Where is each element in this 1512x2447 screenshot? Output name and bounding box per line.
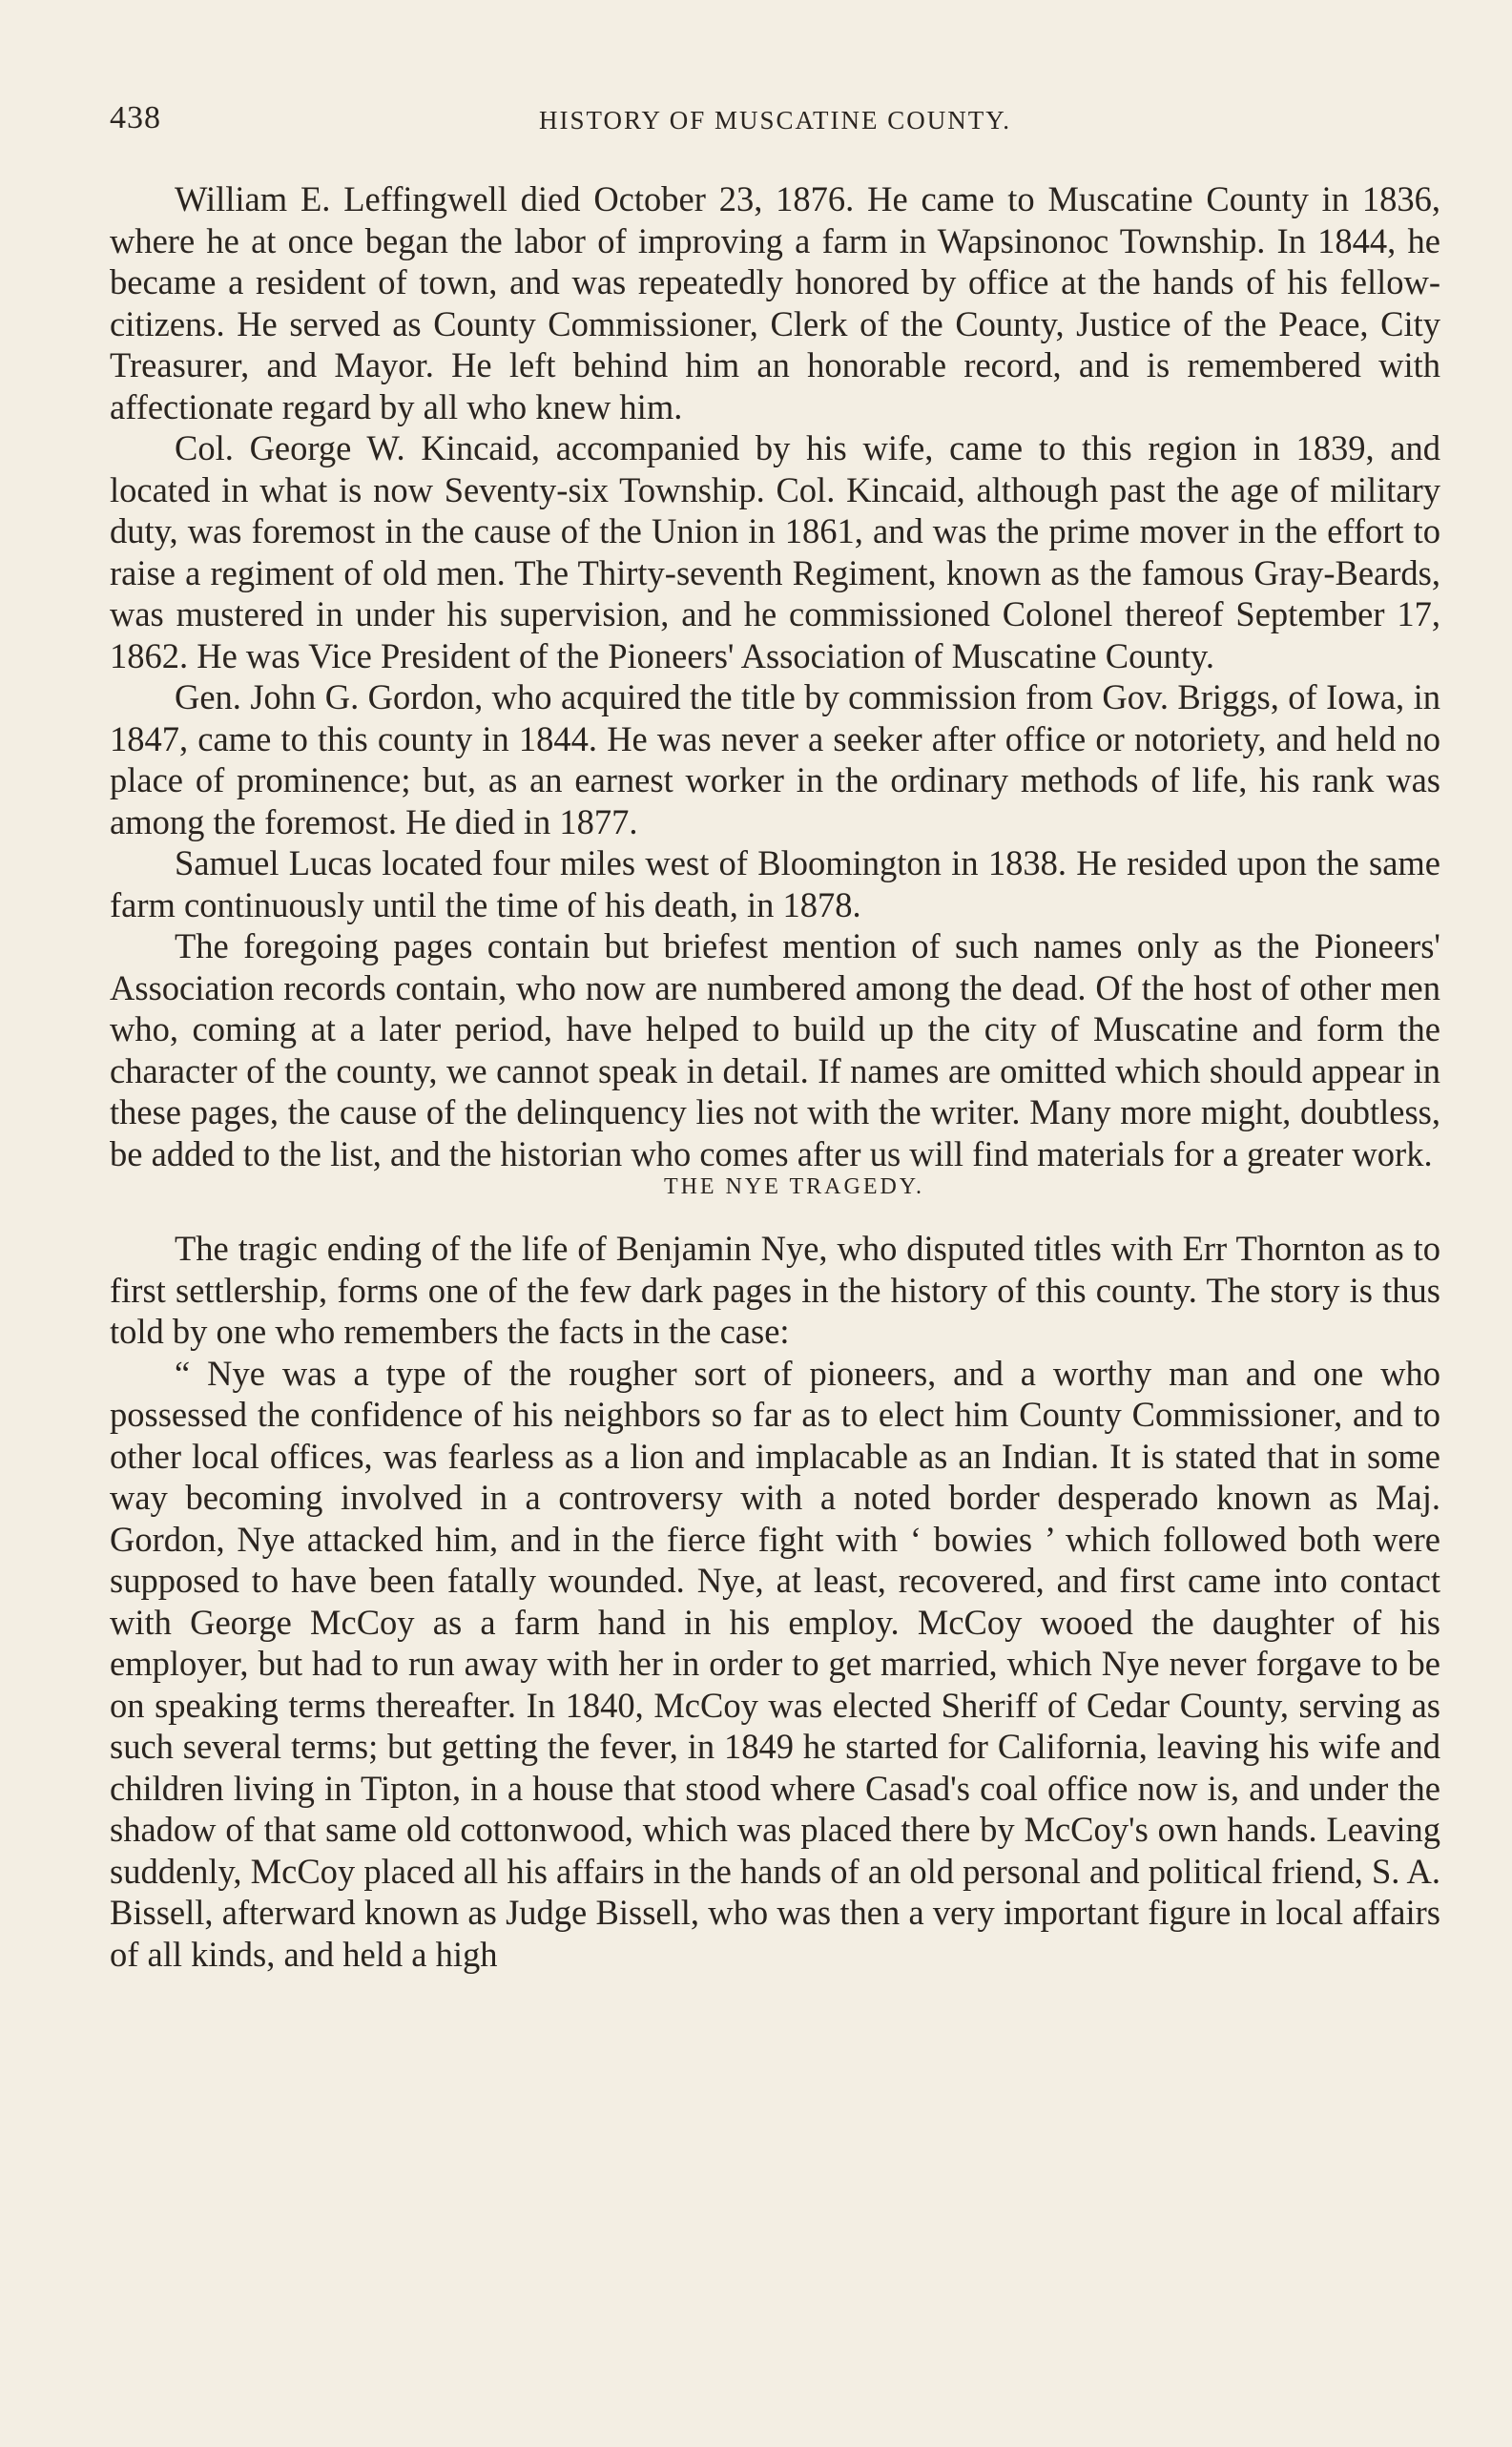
page-number: 438: [110, 100, 161, 135]
body-text-top: [110, 178, 1440, 1174]
paragraph-foregoing: The foregoing pages contain but briefest mention of such names only as the Pioneers' Association records contain, who now are numbered among the dead. Of the host of other men who, coming at a later period, have helped to build up the city of Muscatine and form the character of the county, we cannot speak in detail. If names are omitted which should appear in these pages, the cause of the delinquency lies not with the writer. Many more might, doubtless, be added to the list, and the historian who comes after us will find materials for a greater work.: [110, 926, 1440, 1173]
paragraph-kincaid: Col. George W. Kincaid, accompanied by his wife, came to this region in 1839, and located in what is now Seventy-six Township. Col. Kincaid, although past the age of military duty, was foremost in the cause of the Union in 1861, and was the prime mover in the effort to raise a regiment of old men. The Thirty-seventh Regiment, known as the famous Gray-Beards, was mustered in under his supervision, and he commissioned Colonel thereof September 17, 1862. He was Vice President of the Pioneers' Association of Muscatine County.: [110, 428, 1440, 675]
paragraph-nye-quote: “ Nye was a type of the rougher sort of pioneers, and a worthy man and one who possessed the confidence of his neighbors so far as to elect him County Commissioner, and to other local offices, was fearless as a lion and implacable as an Indian. It is stated that in some way becoming involved in a controversy with a noted border desperado known as Maj. Gordon, Nye attacked him, and in the fierce fight with ‘ bowies ’ which followed both were supposed to have been fatally wounded. Nye, at least, recovered, and first came into contact with George McCoy as a farm hand in his employ. McCoy wooed the daughter of his employer, but had to run away with her in order to get married, which Nye never forgave to be on speaking terms thereafter. In 1840, McCoy was elected Sheriff of Cedar County, serving as such several terms; but getting the fever, in 1849 he started for California, leaving his wife and children living in Tipton, in a house that stood where Casad's coal office now is, and under the shadow of that same old cottonwood, which was placed there by McCoy's own hands. Leaving suddenly, McCoy placed all his affairs in the hands of an old personal and political friend, S. A. Bissell, afterward known as Judge Bissell, who was then a very important figure in local affairs of all kinds, and held a high: [110, 1353, 1440, 1974]
section-title: THE NYE TRAGEDY.: [663, 1174, 925, 1199]
paragraph-lucas: Samuel Lucas located four miles west of Bloomington in 1838. He resided upon the same farm continuously until the time of his death, in 1878.: [110, 843, 1440, 924]
running-title: HISTORY OF MUSCATINE COUNTY.: [538, 106, 1012, 135]
paragraph-gordon: Gen. John G. Gordon, who acquired the title by commission from Gov. Briggs, of Iowa, in 1847, came to this county in 1844. He was never a seeker after office or notoriety, and held no place of prominence; but, as an earnest worker in the ordinary methods of life, his rank was among the foremost. He died in 1877.: [110, 677, 1440, 841]
paragraph-nye-intro: The tragic ending of the life of Benjamin Nye, who disputed titles with Err Thornton as to first settlership, forms one of the few dark pages in the history of this county. The story is thus told by one who remembers the facts in the case:: [110, 1229, 1440, 1351]
body-text-bottom: [110, 1228, 1440, 1975]
paragraph-leffingwell: William E. Leffingwell died October 23, 1876. He came to Muscatine County in 1836, where he at once began the labor of improving a farm in Wapsinonoc Township. In 1844, he became a resident of town, and was repeatedly honored by office at the hands of his fellow-citizens. He served as County Commissioner, Clerk of the County, Justice of the Peace, City Treasurer, and Mayor. He left behind him an honorable record, and is remembered with affectionate regard by all who knew him.: [110, 179, 1440, 426]
page-header: [110, 100, 1440, 157]
book-page: [110, 100, 1440, 1975]
